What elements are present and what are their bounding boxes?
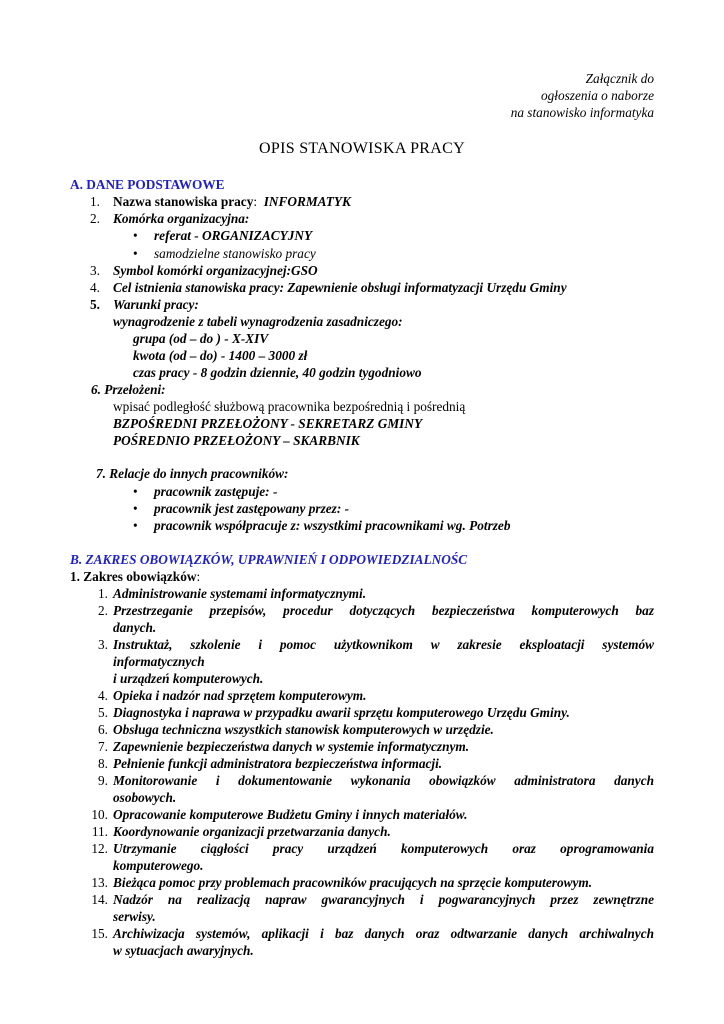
section-a-heading: A. DANE PODSTAWOWE [70, 177, 225, 192]
item-text: Obsługa techniczna wszystkich stanowisk komputerowych w urzędzie. [113, 722, 494, 737]
section-b-heading: B. ZAKRES OBOWIĄZKÓW, UPRAWNIEŃ I ODPOWIEDZIALNOŚC [70, 552, 468, 567]
item-text: informatycznych [113, 654, 205, 669]
item-label: 7. Relacje do innych pracowników: [96, 466, 289, 481]
item-number: 6. [98, 722, 108, 737]
item-line: BZPOŚREDNI PRZEŁOŻONY - SEKRETARZ GMINY [113, 416, 423, 431]
item-line: wynagrodzenie z tabeli wynagrodzenia zasadniczego: [113, 314, 403, 329]
item-line: czas pracy - 8 godzin dziennie, 40 godzin tygodniowo [133, 365, 422, 380]
item-text: Koordynowanie organizacji przetwarzania danych. [113, 824, 391, 839]
document-title: OPIS STANOWISKA PRACY [259, 140, 465, 157]
item-text: Cel istnienia stanowiska pracy: Zapewnienie obsługi informatyzacji Urzędu Gminy [113, 280, 567, 295]
item-text: Pełnienie funkcji administratora bezpieczeństwa informacji. [113, 756, 443, 771]
item-number: 12. [91, 841, 108, 856]
item-text: Archiwizacja systemów, aplikacji i baz danych oraz odtwarzanie danych archiwalnych [113, 926, 654, 941]
item-text: Diagnostyka i naprawa w przypadku awarii sprzętu komputerowego Urzędu Gminy. [113, 705, 570, 720]
item-text: serwisy. [113, 909, 156, 924]
item-text: Symbol komórki organizacyjnej:GSO [113, 263, 318, 278]
item-text: w sytuacjach awaryjnych. [113, 943, 254, 958]
subsection-label-text: 1. Zakres obowiązków [70, 569, 197, 584]
bullet-text: referat - ORGANIZACYJNY [154, 228, 313, 243]
item-number: 1. [98, 586, 108, 601]
item-text: Przestrzeganie przepisów, procedur dotyczących bezpieczeństwa komputerowych baz [113, 603, 654, 618]
bullet-text: pracownik współpracuje z: wszystkimi pracownikami wg. Potrzeb [154, 518, 511, 533]
attachment-line-3: na stanowisko informatyka [510, 105, 654, 120]
item-label: Nazwa stanowiska pracy [113, 194, 254, 209]
item-number: 14. [91, 892, 108, 907]
subsection-label: 1. Zakres obowiązków: [70, 569, 201, 584]
item-text: Opracowanie komputerowe Budżetu Gminy i innych materiałów. [113, 807, 468, 822]
item-label: Warunki pracy: [113, 297, 199, 312]
item-number: 9. [98, 773, 108, 788]
document-page: Załącznik do ogłoszenia o naborze na stanowisko informatyka OPIS STANOWISKA PRACY A. DANE PODSTAWOWE 1. Nazwa stanowiska pracy: INFORMATYK 2. Komórka organizacyjna: • referat - ORGANIZACYJNY • samodzielne stanowisko pracy 3. Symbol komórki organizacyjnej:GSO 4. Cel istnienia stanowiska pracy: Zapewnienie obsługi informatyzacji Urzędu Gminy 5. Warunki pracy: wynagrodzenie z tabeli wynagrodzenia zasadniczego: grupa (od – do ) - X-XIV kwota (od – do) - 1400 – 3000 zł czas pracy - 8 godzin dziennie, 40 godzin tygodniowo 6. Przełożeni: wpisać podległość służbową pracownika bezpośrednią i pośrednią BZPOŚREDNI PRZEŁOŻONY - SEKRETARZ GMINY POŚREDNIO PRZEŁOŻONY – SKARBNIK 7. Relacje do innych pracowników: • pracownik zastępuje: - • pracownik jest zastępowany przez: - • pracownik współpracuje z: wszystkimi pracownikami wg. Potrzeb B. ZAKRES OBOWIĄZKÓW, UPRAWNIEŃ I ODPOWIEDZIALNOŚC 1. Zakres obowiązków: 1. Administrowanie systemami informatycznymi. 2. Przestrzeganie przepisów, procedur dotyczących bezpieczeństwa komputerowych baz danych. 3. Instruktaż, szkolenie i pomoc użytkownikom w zakresie eksploatacji systemów informatycznych i urządzeń komputerowych. 4. Opieka i nadzór nad sprzętem komputerowym. 5. Diagnostyka i naprawa w przypadku awarii sprzętu komputerowego Urzędu Gminy. 6. Obsługa techniczna wszystkich stanowisk komputerowych w urzędzie. 7. Zapewnienie bezpieczeństwa danych w systemie informatycznym. 8. Pełnienie funkcji administratora bezpieczeństwa informacji. 9. Monitorowanie i dokumentowanie wykonania obowiązków administratora danych osobowych. 10. Opracowanie komputerowe Budżetu Gminy i innych materiałów. 11. Koordynowanie organizacji przetwarzania danych. 12. Utrzymanie ciągłości pracy urządzeń komputerowych oraz oprogramowania komputerowego. 13. Bieżąca pomoc przy problemach pracowników pracujących na sprzęcie komputerowym. 14. Nadzór na realizacją napraw gwarancyjnych i pogwarancyjnych przez zewnętrzne serwisy. 15. Archiwizacja systemów, aplikacji i baz danych oraz odtwarzanie danych archiwalnych w sytuacjach awaryjnych. [0, 0, 724, 1024]
item-number: 3. [98, 637, 108, 652]
item-number: 15. [91, 926, 108, 941]
attachment-line-1: Załącznik do [585, 71, 654, 86]
item-number: 8. [98, 756, 108, 771]
item-number: 11. [91, 824, 108, 839]
item-text: danych. [113, 620, 157, 635]
item-text: komputerowego. [113, 858, 204, 873]
attachment-note [511, 70, 654, 121]
item-number: 2. [98, 603, 108, 618]
item-line: wpisać podległość służbową pracownika bezpośrednią i pośrednią [113, 399, 466, 414]
item-text: Zapewnienie bezpieczeństwa danych w systemie informatycznym. [113, 739, 470, 754]
item-text: osobowych. [113, 790, 177, 805]
item-number: 4. [98, 688, 108, 703]
attachment-line-2: ogłoszenia o naborze [540, 88, 654, 103]
item-number: 5. [98, 705, 108, 720]
bullet-text: pracownik zastępuje: - [154, 484, 278, 499]
item-line: POŚREDNIO PRZEŁOŻONY – SKARBNIK [113, 433, 360, 448]
item-text: Instruktaż, szkolenie i pomoc użytkownikom w zakresie eksploatacji systemów [113, 637, 654, 652]
bullet-text: samodzielne stanowisko pracy [154, 246, 316, 261]
item-label: 6. Przełożeni: [91, 382, 166, 397]
item-text: i urządzeń komputerowych. [113, 671, 264, 686]
item-text: Monitorowanie i dokumentowanie wykonania obowiązków administratora danych [113, 773, 654, 788]
item-text: Opieka i nadzór nad sprzętem komputerowym. [113, 688, 367, 703]
item-text: Nadzór na realizacją napraw gwarancyjnych i pogwarancyjnych przez zewnętrzne [113, 892, 654, 907]
item-text: Utrzymanie ciągłości pracy urządzeń komputerowych oraz oprogramowania [113, 841, 654, 856]
item-label: Komórka organizacyjna: [113, 211, 250, 226]
bullet-text: pracownik jest zastępowany przez: - [154, 501, 350, 516]
item-text: Administrowanie systemami informatycznymi. [113, 586, 367, 601]
item-number: 7. [98, 739, 108, 754]
item-line: grupa (od – do ) - X-XIV [133, 331, 269, 346]
item-number: 10. [91, 807, 108, 822]
item-value: INFORMATYK [263, 194, 351, 209]
item-line: kwota (od – do) - 1400 – 3000 zł [133, 348, 308, 363]
item-text: Bieżąca pomoc przy problemach pracowników pracujących na sprzęcie komputerowym. [113, 875, 593, 890]
item-number: 13. [91, 875, 108, 890]
